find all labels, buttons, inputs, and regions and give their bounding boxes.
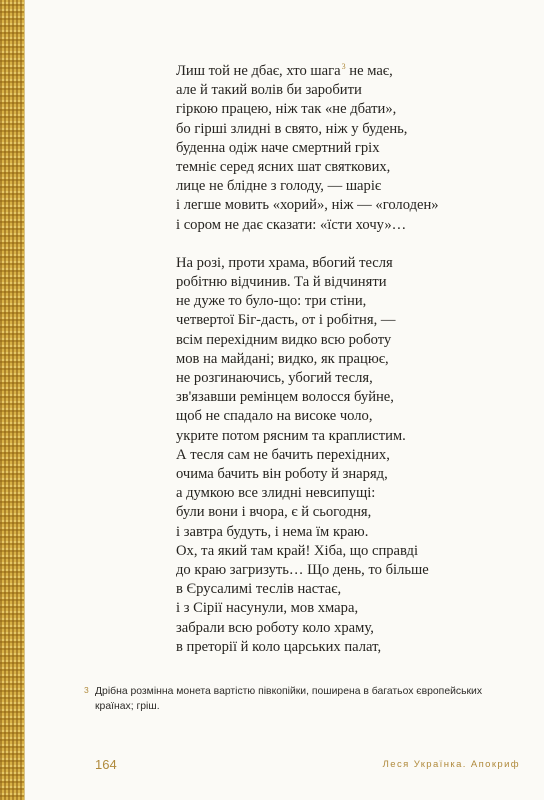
- poem-line: до краю загризуть… Що день, то більше: [176, 562, 429, 579]
- poem-line: в Єрусалимі теслів настає,: [176, 581, 342, 598]
- poem-text: [176, 62, 476, 657]
- poem-line: всім перехідним видко всю роботу: [176, 331, 392, 348]
- poem-line: гіркою працею, ніж так «не дбати»,: [176, 101, 397, 118]
- poem-line: мов на майдані; видко, як працює,: [176, 350, 389, 367]
- poem-line: Ох, та який там край! Хіба, що справді: [176, 542, 419, 559]
- poem-line: і сором не дає сказати: «їсти хочу»…: [176, 216, 407, 233]
- poem-line: буденна одіж наче смертний гріх: [176, 139, 380, 156]
- poem-line: А тесля сам не бачить перехідних,: [176, 446, 390, 463]
- poem-line: не розгинаючись, убогий тесля,: [176, 370, 373, 387]
- poem-line: На розі, проти храма, вбогий тесля: [176, 254, 393, 271]
- poem-line: але й такий волів би заробити: [176, 82, 362, 99]
- footnote-text: Дрібна розмінна монета вартістю півкопійки, поширена в багатьох європейських країнах; гріш.: [95, 686, 483, 712]
- poem-line: темніє серед ясних шат святкових,: [176, 159, 391, 176]
- poem-line: укрите потом рясним та краплистим.: [176, 427, 406, 444]
- poem-line: четвертої Біг-дасть, от і робітня, —: [176, 312, 396, 329]
- poem-line: не дуже то було-що: три стіни,: [176, 293, 367, 310]
- page-number: 164: [95, 757, 117, 772]
- poem-line: були вони і вчора, є й сьогодня,: [176, 504, 372, 521]
- poem-line: а думкою все злидні невсипущі:: [176, 485, 376, 502]
- poem-line: і легше мовить «хорий», ніж — «голоден»: [176, 197, 439, 214]
- running-head: Леся Українка. Апокриф: [382, 759, 520, 770]
- stanza-2: [176, 254, 476, 657]
- poem-line: і з Сірії насунули, мов хмара,: [176, 600, 359, 617]
- poem-line: очима бачить він роботу й знаряд,: [176, 466, 388, 483]
- poem-line: забрали всю роботу коло храму,: [176, 619, 374, 636]
- poem-line: щоб не спадало на високе чоло,: [176, 408, 373, 425]
- poem-line: робітню відчинив. Та й відчиняти: [176, 274, 387, 291]
- footnote-reference: 3: [341, 62, 346, 72]
- footnote-marker: 3: [84, 685, 89, 695]
- poem-line: бо гірші злидні в свято, ніж у будень,: [176, 120, 408, 137]
- footnote: [84, 684, 515, 714]
- stanza-1: [176, 62, 476, 235]
- poem-line: лице не блідне з голоду, — шаріє: [176, 178, 382, 195]
- decorative-border: [0, 0, 24, 800]
- poem-line-end: не має,: [345, 63, 393, 79]
- poem-line: [176, 62, 476, 81]
- poem-line-start: Лиш той не дбає, хто шага: [176, 63, 341, 79]
- poem-line: і завтра будуть, і нема їм краю.: [176, 523, 369, 540]
- poem-line: в преторії й коло царських палат,: [176, 638, 382, 655]
- poem-line: зв'язавши ремінцем волосся буйне,: [176, 389, 394, 406]
